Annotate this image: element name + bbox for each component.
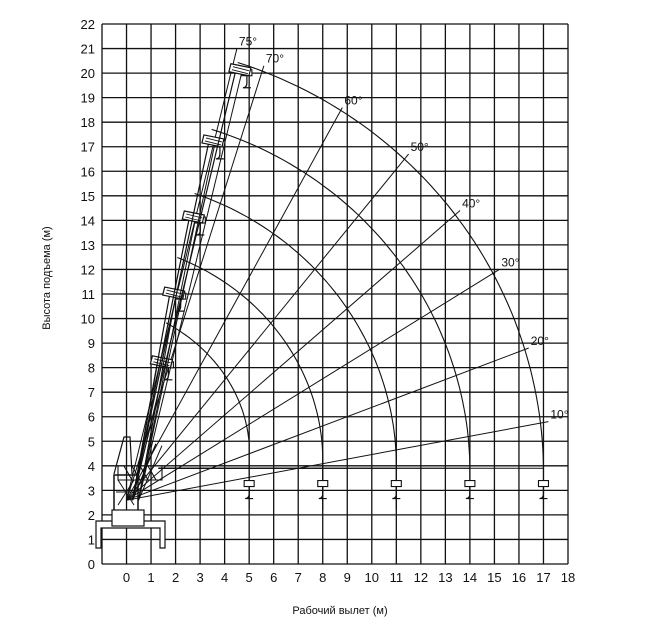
reach-arc	[177, 258, 322, 459]
x-axis-ticks	[123, 570, 575, 585]
y-tick-label: 20	[80, 66, 95, 82]
x-tick-label: 7	[294, 570, 302, 585]
y-tick-label: 17	[80, 139, 95, 155]
angle-label: 70°	[265, 51, 285, 66]
hook-markers	[163, 70, 548, 499]
crane-first-boom	[114, 437, 132, 474]
y-tick-label: 10	[80, 311, 95, 327]
y-tick-label: 1	[87, 532, 95, 548]
boom-line-inner	[139, 139, 216, 500]
y-tick-label: 7	[87, 385, 95, 401]
x-tick-label: 12	[413, 570, 429, 585]
angle-label: 60°	[344, 93, 363, 108]
y-tick-label: 14	[80, 213, 95, 229]
x-tick-label: 3	[196, 570, 204, 585]
y-tick-label: 22	[80, 17, 95, 32]
x-tick-label: 15	[487, 570, 502, 585]
y-tick-label: 6	[87, 409, 95, 425]
angle-label: 20°	[530, 334, 549, 348]
x-tick-label: 6	[270, 570, 278, 585]
y-tick-label: 0	[87, 557, 95, 572]
hook-block	[244, 481, 254, 487]
hook	[466, 487, 474, 499]
y-tick-label: 16	[80, 164, 95, 180]
y-tick-label: 9	[87, 336, 95, 352]
x-tick-label: 17	[536, 570, 551, 585]
x-tick-label: 1	[147, 570, 155, 585]
x-axis-title: Рабочий вылет (м)	[292, 605, 388, 617]
y-tick-label: 8	[87, 360, 95, 376]
crane-chassis	[112, 510, 144, 526]
hook	[539, 487, 547, 499]
x-tick-label: 11	[389, 570, 404, 585]
x-tick-label: 10	[364, 570, 380, 585]
angle-label: 30°	[501, 255, 520, 270]
angle-label: 50°	[410, 140, 429, 155]
x-tick-label: 9	[343, 570, 351, 585]
x-tick-label: 18	[560, 570, 576, 585]
reach-arc	[166, 323, 249, 444]
y-tick-label: 5	[87, 434, 95, 450]
x-tick-label: 14	[462, 570, 478, 585]
x-tick-label: 8	[319, 570, 327, 585]
y-tick-label: 2	[87, 507, 95, 523]
x-tick-label: 4	[221, 570, 229, 585]
reach-arc	[238, 63, 544, 466]
boom-line	[133, 66, 237, 500]
y-tick-label: 19	[80, 90, 95, 106]
y-tick-label: 15	[80, 188, 95, 204]
x-tick-label: 2	[171, 570, 180, 585]
angle-label: 10°	[550, 407, 569, 422]
y-tick-label: 3	[87, 483, 95, 499]
y-tick-label: 12	[80, 262, 95, 278]
y-tick-label: 13	[80, 237, 95, 253]
y-tick-label: 11	[81, 287, 95, 302]
angle-line	[127, 66, 264, 500]
y-tick-label: 18	[80, 115, 95, 131]
y-axis-ticks	[81, 17, 95, 572]
hook	[392, 487, 400, 499]
crane-base	[96, 437, 165, 548]
x-tick-label: 16	[511, 570, 527, 585]
angle-line	[127, 348, 529, 500]
x-tick-label: 0	[122, 570, 131, 585]
angle-label: 40°	[462, 196, 481, 211]
hook	[245, 487, 253, 499]
hook-block	[391, 481, 401, 487]
reach-arc	[212, 129, 470, 465]
hook-block	[538, 481, 548, 487]
angle-lines	[127, 49, 549, 501]
y-tick-label: 21	[80, 41, 95, 57]
x-tick-label: 13	[438, 570, 453, 585]
angle-label: 75°	[238, 34, 258, 49]
x-tick-label: 5	[245, 570, 253, 585]
y-axis-title: Высота подъема (м)	[41, 226, 53, 330]
y-tick-label: 4	[87, 458, 95, 474]
hook	[319, 487, 327, 499]
hook-block	[465, 481, 475, 487]
hook-block	[318, 481, 328, 487]
reach-arcs	[158, 63, 543, 511]
